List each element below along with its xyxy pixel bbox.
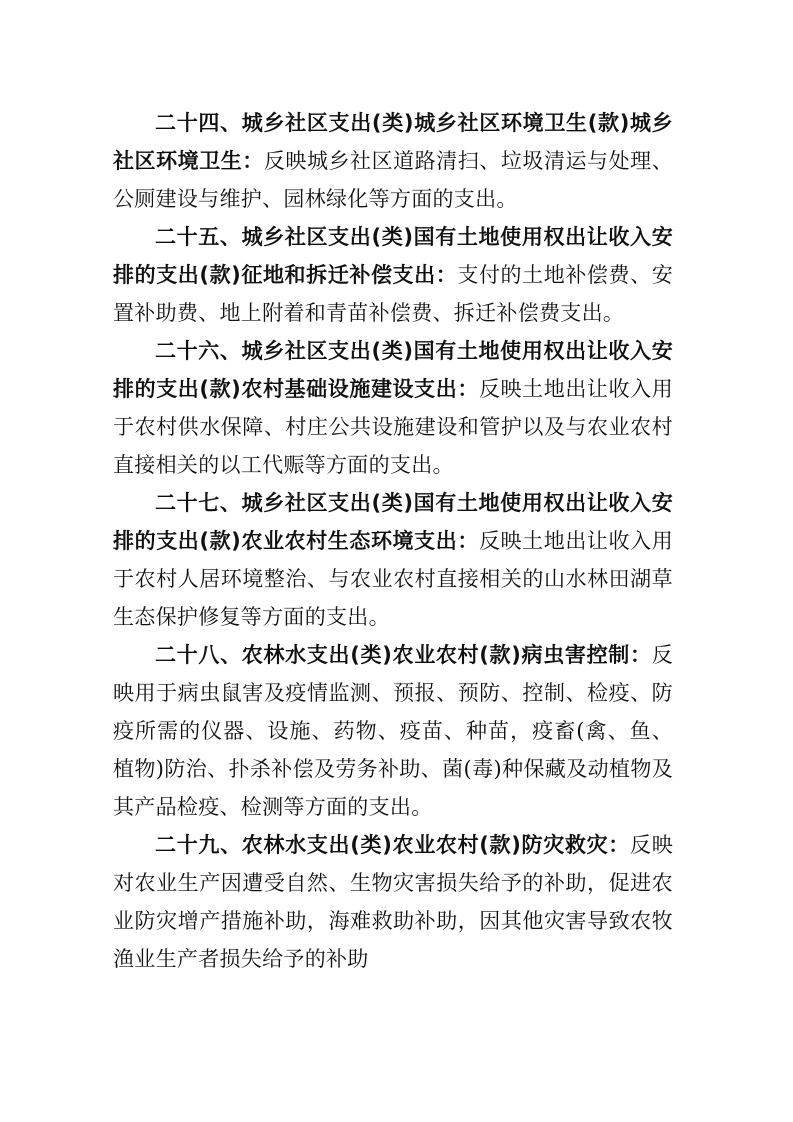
- paragraph-26: [113, 332, 673, 484]
- paragraph-heading: 二十七、城乡社区支出(类)国有土地使用权出让收入安排的支出(款)农业农村生态环境支出：: [113, 491, 673, 553]
- paragraph-heading: 二十八、农林水支出(类)农业农村(款)病虫害控制：: [155, 643, 652, 667]
- paragraph-27: [113, 484, 673, 636]
- paragraph-28: [113, 636, 673, 826]
- paragraph-text: 反映土地出让收入用于农村供水保障、村庄公共设施建设和管护以及与农业农村直接相关的以工代赈等方面的支出。: [113, 377, 674, 477]
- paragraph-text: 支付的土地补偿费、安置补助费、地上附着和青苗补偿费、拆迁补偿费支出。: [113, 263, 674, 325]
- paragraph-text: 反映对农业生产因遭受自然、生物灾害损失给予的补助，促进农业防灾增产措施补助，海难救助补助，因其他灾害导致农牧渔业生产者损失给予的补助: [113, 833, 673, 971]
- document-body: [113, 104, 673, 978]
- paragraph-24: [113, 104, 673, 218]
- paragraph-text: 反映用于病虫鼠害及疫情监测、预报、预防、控制、检疫、防疫所需的仪器、设施、药物、疫苗、种苗，疫畜(禽、鱼、植物)防治、扑杀补偿及劳务补助、菌(毒)种保藏及动植物及其产品检疫、检测等方面的支出。: [113, 643, 673, 819]
- paragraph-heading: 二十九、农林水支出(类)农业农村(款)防灾救灾：: [155, 833, 630, 857]
- paragraph-text: 反映土地出让收入用于农村人居环境整治、与农业农村直接相关的山水林田湖草生态保护修复等方面的支出。: [113, 529, 674, 629]
- paragraph-29: [113, 826, 673, 978]
- paragraph-heading: 二十五、城乡社区支出(类)国有土地使用权出让收入安排的支出(款)征地和拆迁补偿支出：: [113, 225, 673, 287]
- paragraph-heading: 二十六、城乡社区支出(类)国有土地使用权出让收入安排的支出(款)农村基础设施建设支出：: [113, 339, 673, 401]
- paragraph-text: 反映城乡社区道路清扫、垃圾清运与处理、公厕建设与维护、园林绿化等方面的支出。: [113, 149, 673, 211]
- paragraph-heading: 二十四、城乡社区支出(类)城乡社区环境卫生(款)城乡社区环境卫生：: [113, 111, 673, 173]
- paragraph-25: [113, 218, 673, 332]
